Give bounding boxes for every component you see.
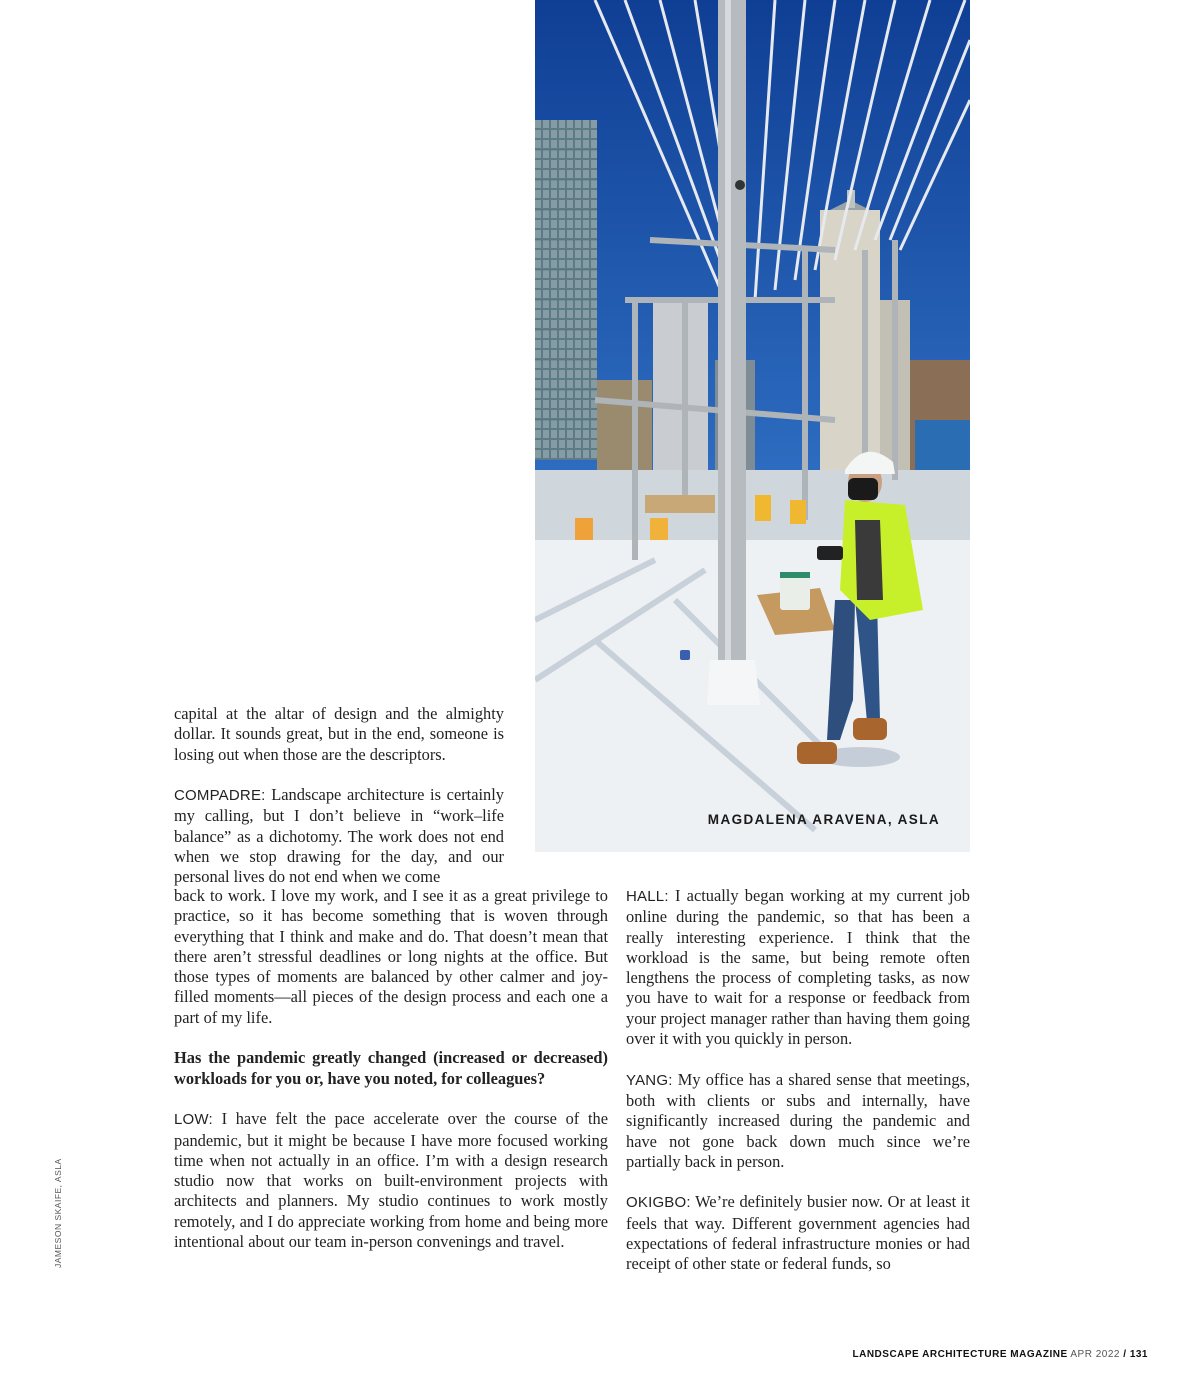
article-column-left bbox=[174, 886, 608, 1252]
photo-credit: MAGDALENA ARAVENA, ASLA bbox=[707, 812, 940, 827]
paragraph-hall bbox=[626, 886, 970, 1049]
speaker-yang: YANG: bbox=[626, 1071, 673, 1089]
footer-separator: / bbox=[1123, 1349, 1127, 1360]
paragraph-capital: capital at the altar of design and the almighty dollar. It sounds great, but in the end, someone is losing out when those are the descriptors. bbox=[174, 704, 504, 764]
speaker-hall: HALL: bbox=[626, 888, 669, 905]
paragraph-compadre bbox=[174, 785, 504, 887]
steel-column bbox=[718, 0, 746, 700]
footer-page-number: 131 bbox=[1129, 1349, 1148, 1360]
low-text: I have felt the pace accelerate over the course of the pandemic, but it might be because I have more focused working time when not actually in an office. I’m with a design research studio now that works on built-environment projects with architects and planners. My studio continues to work mostly remotely, and I do appreciate working from home and being more intentional about our team in-person convenings and travel. bbox=[174, 1109, 608, 1252]
yang-text: My office has a shared sense that meetings, both with clients or subs and internally, have significantly increased during the pandemic and have not gone back down much since we’re partially back in person. bbox=[626, 1069, 970, 1171]
side-photo-credit: JAMESON SKAIFE, ASLA bbox=[53, 1158, 63, 1268]
paragraph-low bbox=[174, 1109, 608, 1252]
page-footer bbox=[853, 1349, 1149, 1360]
okigbo-text: We’re definitely busier now. Or at least it feels that way. Different government agencies had expectations of federal infrastructure monies or had receipt of other state or federal funds, so bbox=[626, 1192, 970, 1274]
article-column-left-narrow bbox=[174, 704, 504, 888]
speaker-okigbo: OKIGBO: bbox=[626, 1194, 691, 1212]
article-column-right bbox=[626, 886, 970, 1275]
construction-site-illustration bbox=[535, 0, 970, 852]
speaker-low: LOW: bbox=[174, 1111, 213, 1129]
footer-magazine: LANDSCAPE ARCHITECTURE MAGAZINE bbox=[852, 1349, 1068, 1360]
interview-question: Has the pandemic greatly changed (increased or decreased) workloads for you or, have you noted, for colleagues? bbox=[174, 1048, 608, 1088]
paragraph-okigbo bbox=[626, 1192, 970, 1274]
speaker-compadre: COMPADRE: bbox=[174, 787, 266, 805]
footer-date: APR 2022 bbox=[1070, 1349, 1120, 1360]
hall-text: I actually began working at my current job online during the pandemic, so that has been a really interesting experience. I think that the workload is the same, but being remote often lengthens the process of completing tasks, as now you have to wait for a response or feedback from your project manager rather than having them going over it with you quickly in person. bbox=[626, 886, 970, 1049]
compadre-text: Landscape architecture is certainly my calling, but I don’t believe in “work–life balance” as a dichotomy. The work does not end when we stop drawing for the day, and our personal lives do not end when we come bbox=[174, 785, 504, 887]
paragraph-compadre-continued: back to work. I love my work, and I see it as a great privilege to practice, so it has become something that is woven through everything that I think and make and do. That doesn’t mean that there aren’t stressful deadlines or long nights at the office. But those types of moments are balanced by other calmer and joy-filled moments—all pieces of the design process and each one a part of my life. bbox=[174, 886, 608, 1027]
hero-photo bbox=[535, 0, 970, 852]
paragraph-yang bbox=[626, 1070, 970, 1172]
